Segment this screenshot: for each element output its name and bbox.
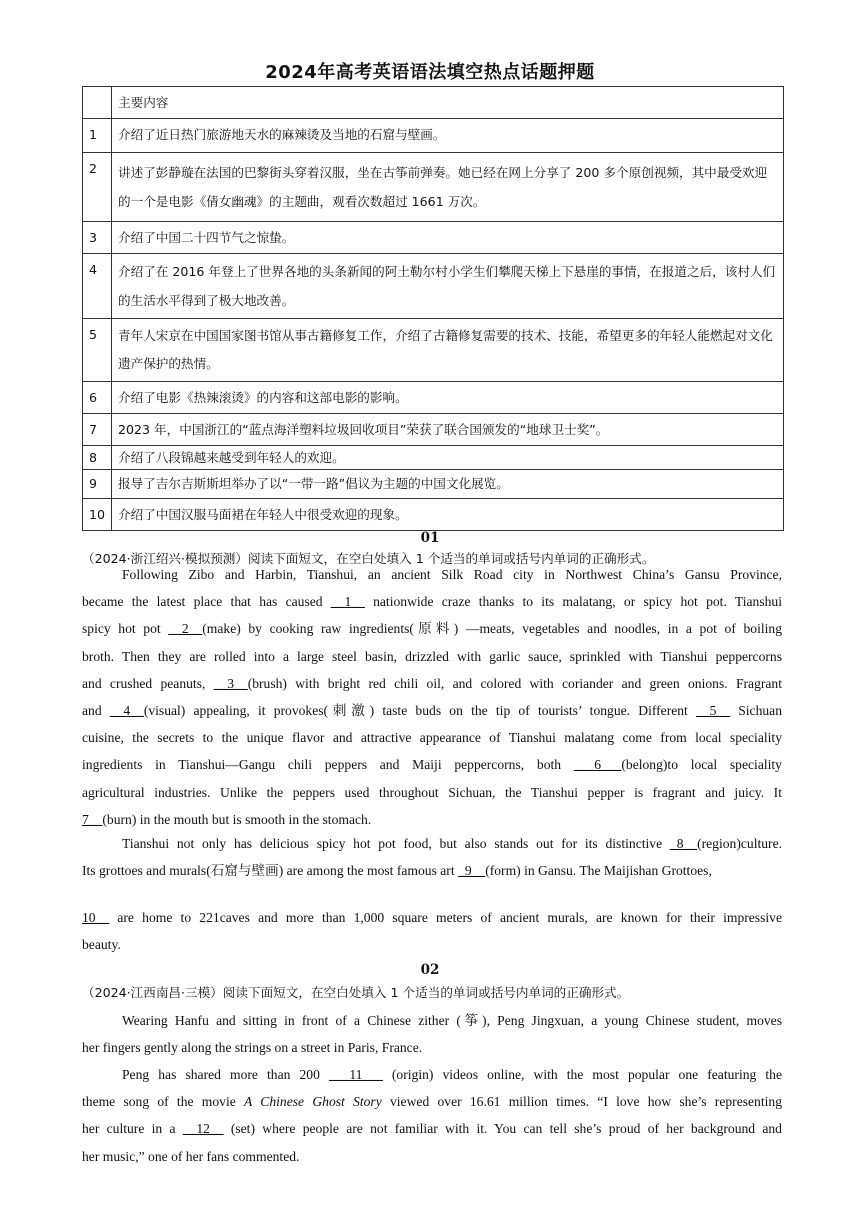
row-number: 1: [83, 119, 112, 153]
row-number: 10: [83, 499, 112, 531]
passage-text: (set) where people are not familiar with it. You can tell she’s proud of her background and: [223, 1121, 782, 1137]
table-row: [83, 446, 784, 470]
passage-line: [82, 561, 782, 588]
passage-text: beauty.: [82, 937, 121, 953]
summary-table: [82, 86, 784, 531]
table-row: [83, 414, 784, 446]
table-row: [83, 499, 784, 531]
table-row: [83, 153, 784, 222]
passage-line: [82, 697, 782, 724]
passage-line: [82, 806, 782, 833]
passage-line: [82, 830, 782, 857]
row-text: 介绍了电影《热辣滚烫》的内容和这部电影的影响。: [112, 382, 784, 414]
row-text: 介绍了中国二十四节气之惊蛰。: [112, 222, 784, 254]
answer-blank: _8__: [669, 836, 698, 851]
table-row: [83, 254, 784, 319]
passage-line: [82, 643, 782, 670]
row-number: 9: [83, 470, 112, 499]
passage-text: are home to 221caves and more than 1,000 square meters of ancient murals, are known for their impressive: [109, 910, 782, 925]
table-header-row: [83, 87, 784, 119]
row-text: [112, 254, 784, 319]
answer-blank: 7__: [82, 811, 103, 827]
passage-text: (burn) in the mouth but is smooth in the stomach.: [102, 811, 372, 827]
passage-text: viewed over 16.61 million times. “I love how she’s representing: [381, 1094, 782, 1110]
passage-line: [82, 779, 782, 806]
passage-text: her fingers gently along the strings on a street in Paris, France.: [82, 1040, 423, 1056]
passage-line: [82, 724, 782, 751]
passage-paragraph: [82, 561, 782, 833]
row-text-content: 介绍了在 2016 年登上了世界各地的头条新闻的阿土勒尔村小学生们攀爬天梯上下悬崖的事情，在报道之后，该村人们的生活水平得到了极大地改善。: [118, 264, 776, 308]
passage-paragraph: [82, 1007, 782, 1061]
row-text: 报导了吉尔吉斯斯坦举办了以“一带一路”倡议为主题的中国文化展览。: [112, 470, 784, 499]
row-text: [112, 153, 784, 222]
row-number: 6: [83, 382, 112, 414]
row-text-content: 青年人宋京在中国国家图书馆从事古籍修复工作，介绍了古籍修复需要的技术、技能，希望更多的年轻人能燃起对文化遗产保护的热情。: [118, 328, 773, 371]
passage-text: and crushed peanuts,: [82, 675, 214, 691]
passage-text: her culture in a: [82, 1121, 183, 1137]
passage-line: [82, 1034, 782, 1061]
passage-line: [82, 1115, 782, 1142]
passage-text: (belong)to local speciality: [621, 757, 782, 773]
row-number: 8: [83, 446, 112, 470]
row-number: 5: [83, 319, 112, 382]
passage-text: spicy hot pot: [82, 621, 169, 637]
passage-line: [82, 615, 782, 642]
answer-blank: ___6___: [573, 757, 622, 773]
passage-text: (brush) with bright red chili oil, and colored with coriander and green onions. Fragrant: [247, 675, 782, 691]
passage-line: [82, 1007, 782, 1034]
passage-text: and: [82, 703, 110, 719]
passage-text: (make) by cooking raw ingredients(原料) —meats, vegetables and noodles, in a pot of boiling: [202, 621, 782, 637]
passage-text: (region)culture.: [697, 836, 782, 851]
movie-title: A Chinese Ghost Story: [244, 1094, 382, 1110]
passage-paragraph: [82, 1061, 782, 1170]
table-row: [83, 222, 784, 254]
passage-text: Wearing Hanfu and sitting in front of a Chinese zither (筝), Peng Jingxuan, a young Chinese student, moves: [122, 1013, 782, 1028]
row-number: 7: [83, 414, 112, 446]
row-number: 2: [83, 153, 112, 222]
passage-text: ingredients in Tianshui—Gangu chili peppers and Maiji peppercorns, both: [82, 757, 574, 773]
table-row: [83, 319, 784, 382]
section-instruction: （2024·浙江绍兴·模拟预测）阅读下面短文，在空白处填入 1 个适当的单词或括号内单词的正确形式。: [82, 551, 655, 566]
row-number: 4: [83, 254, 112, 319]
passage-line: [82, 751, 782, 778]
passage-text: her music,” one of her fans commented.: [82, 1148, 300, 1164]
answer-blank: __5__: [696, 703, 731, 719]
passage-text: theme song of the movie: [82, 1094, 244, 1110]
table-row: [83, 470, 784, 499]
passage-text: nationwide craze thanks to its malatang, or spicy hot pot. Tianshui: [364, 594, 782, 610]
passage-text: (form) in Gansu. The Maijishan Grottoes,: [485, 863, 712, 879]
passage-paragraph: [82, 904, 782, 958]
answer-blank: _9__: [458, 863, 486, 879]
row-text: 介绍了八段锦越来越受到年轻人的欢迎。: [112, 446, 784, 470]
row-text: 介绍了近日热门旅游地天水的麻辣烫及当地的石窟与壁画。: [112, 119, 784, 153]
passage-line: [82, 1088, 782, 1115]
answer-blank: __2__: [168, 621, 203, 637]
table-cell: [83, 87, 112, 119]
passage-text: cuisine, the secrets to the unique flavor and attractive appearance of Tianshui malatang come from local speciality: [82, 730, 782, 746]
row-text: 2023 年，中国浙江的“蓝点海洋塑料垃圾回收项目”荣获了联合国颁发的“地球卫士奖”。: [112, 414, 784, 446]
passage-text: broth. Then they are rolled into a large steel basin, drizzled with garlic sauce, sprinkled with Tianshui peppercorns: [82, 648, 782, 664]
passage-line: [82, 904, 782, 931]
table-row: [83, 119, 784, 153]
passage-text: Peng has shared more than 200: [122, 1067, 329, 1082]
passage-text: became the latest place that has caused: [82, 594, 331, 610]
answer-blank: __3__: [213, 675, 248, 691]
row-number: 3: [83, 222, 112, 254]
passage-line: [82, 1061, 782, 1088]
answer-blank: __1__: [330, 594, 365, 610]
answer-blank: __4__: [109, 703, 144, 719]
section-instruction: （2024·江西南昌·三模）阅读下面短文，在空白处填入 1 个适当的单词或括号内单词的正确形式。: [82, 985, 630, 1000]
section-number: 02: [420, 962, 440, 978]
answer-blank: ___11___: [328, 1067, 383, 1082]
passage-text: Sichuan: [730, 703, 782, 719]
answer-blank: __12__: [182, 1121, 224, 1137]
section-number: 01: [420, 530, 440, 546]
passage-text: Its grottoes and murals(石窟与壁画) are among the most famous art: [82, 863, 459, 879]
passage-paragraph: [82, 830, 782, 884]
row-text: 介绍了中国汉服马面裙在年轻人中很受欢迎的现象。: [112, 499, 784, 531]
answer-blank: 10__: [82, 910, 110, 925]
passage-line: [82, 670, 782, 697]
table-row: [83, 382, 784, 414]
passage-text: Following Zibo and Harbin, Tianshui, an ancient Silk Road city in Northwest China’s Gansu Province,: [122, 567, 782, 582]
passage-text: Tianshui not only has delicious spicy hot pot food, but also stands out for its distinctive: [122, 836, 670, 851]
passage-text: (origin) videos online, with the most popular one featuring the: [382, 1067, 782, 1082]
table-header-cell: 主要内容: [112, 87, 784, 119]
row-text-content: 讲述了彭静璇在法国的巴黎街头穿着汉服，坐在古筝前弹奏。她已经在网上分享了 200 多个原创视频，其中最受欢迎的一个是电影《倩女幽魂》的主题曲，观看次数超过 1661 万次。: [118, 165, 768, 209]
passage-line: [82, 857, 782, 884]
row-text: [112, 319, 784, 382]
passage-text: (visual) appealing, it provokes(刺激) taste buds on the tip of tourists’ tongue. Different: [143, 703, 697, 719]
passage-line: [82, 1143, 782, 1170]
passage-line: [82, 931, 782, 958]
passage-text: agricultural industries. Unlike the peppers used throughout Sichuan, the Tianshui pepper is fragrant and juicy. It: [82, 784, 782, 800]
passage-line: [82, 588, 782, 615]
page-title: 2024年高考英语语法填空热点话题押题: [265, 62, 595, 83]
